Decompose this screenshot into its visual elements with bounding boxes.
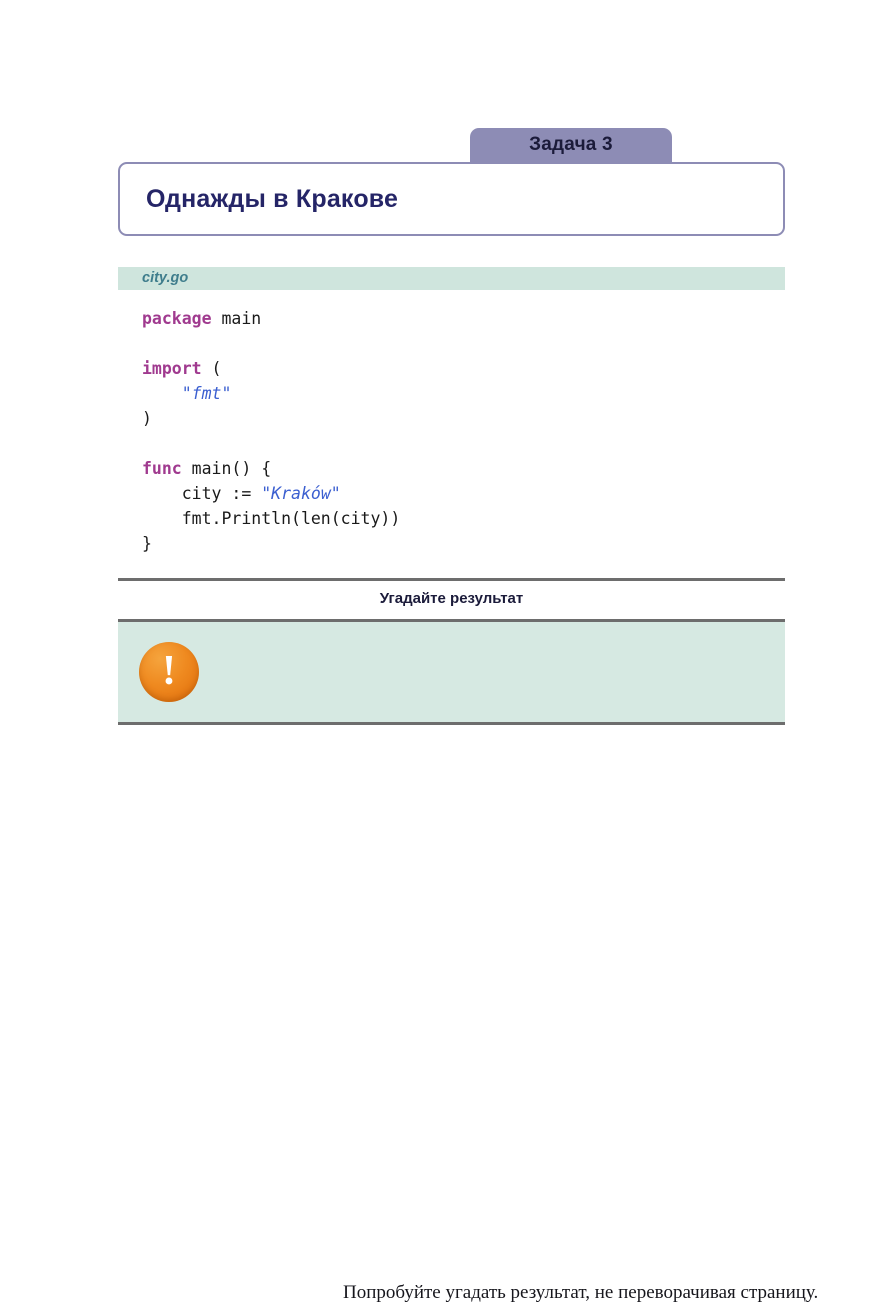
- code-token: city :=: [142, 484, 262, 503]
- code-token: package: [142, 309, 212, 328]
- code-line: [142, 406, 762, 431]
- code-token: main() {: [181, 459, 272, 478]
- code-line: [142, 306, 762, 331]
- code-token: (: [201, 359, 222, 378]
- divider-top: [118, 578, 785, 581]
- code-token: import: [142, 359, 202, 378]
- code-token: func: [142, 459, 182, 478]
- divider-callout-bottom: [118, 722, 785, 725]
- code-token: main: [211, 309, 262, 328]
- code-token: ): [142, 409, 152, 428]
- task-tab: [470, 128, 672, 164]
- code-line: [142, 506, 762, 531]
- guess-callout-text: Попробуйте угадать результат, не переворачивая страницу.: [343, 1282, 819, 1303]
- page-title: Однажды в Кракове: [146, 185, 399, 213]
- code-line: [142, 381, 762, 406]
- code-token: [142, 384, 182, 403]
- code-line: [142, 456, 762, 481]
- code-token: fmt.Println(len(city)): [142, 509, 401, 528]
- code-token: "fmt": [181, 384, 232, 403]
- guess-callout: [118, 622, 819, 1303]
- code-file-bar: [118, 267, 785, 290]
- exclamation-icon-glyph: !: [162, 648, 176, 694]
- task-tab-label: Задача 3: [529, 134, 613, 155]
- code-line: [142, 431, 762, 456]
- exclamation-icon: [139, 642, 199, 702]
- guess-heading: Угадайте результат: [379, 590, 524, 607]
- code-token: }: [142, 534, 152, 553]
- code-line: [142, 356, 762, 381]
- code-line: [142, 481, 762, 506]
- code-listing: [142, 306, 762, 556]
- code-line: [142, 531, 762, 556]
- code-line: [142, 331, 762, 356]
- code-file-name: city.go: [142, 270, 189, 286]
- task-title-box: [118, 162, 785, 236]
- code-token: "Kraków": [261, 484, 341, 503]
